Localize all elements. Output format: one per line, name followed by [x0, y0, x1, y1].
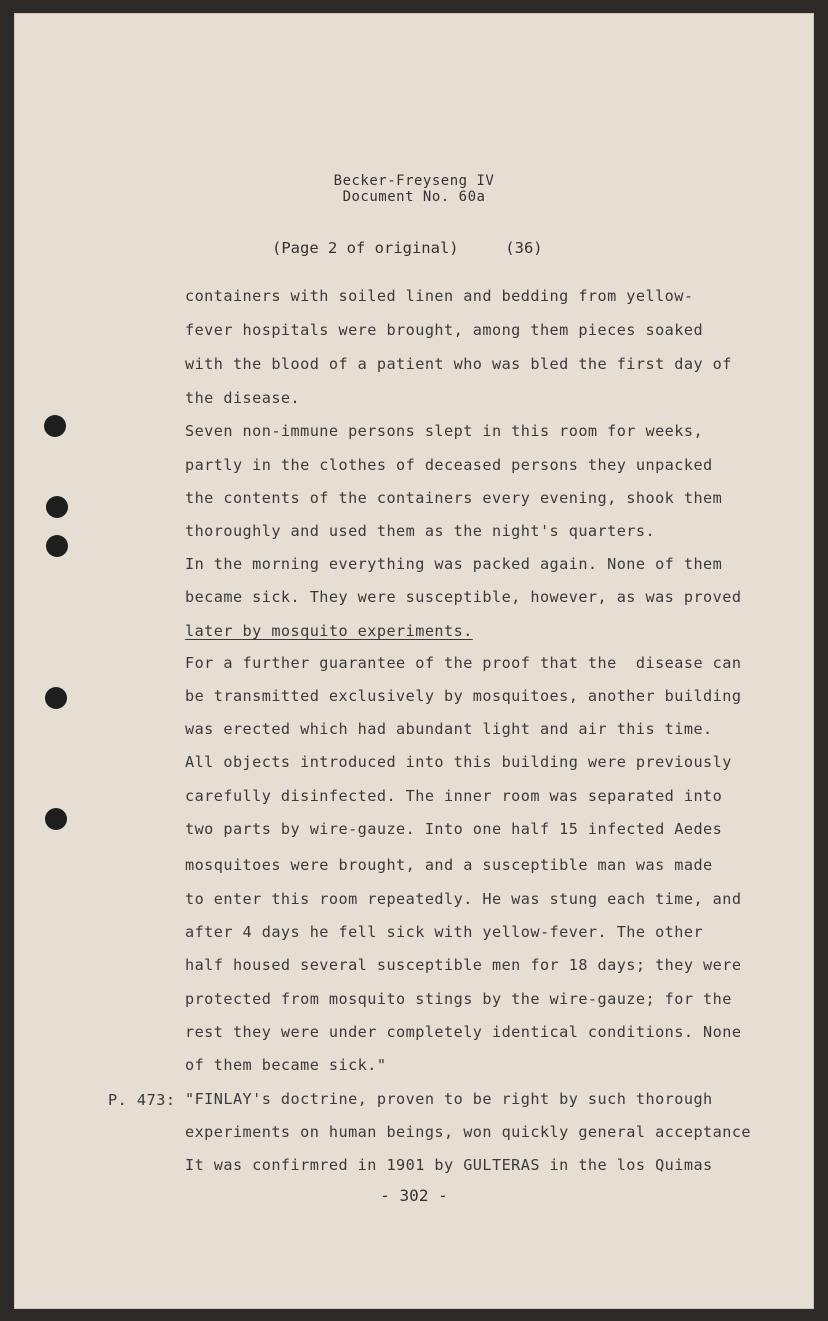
text-line: It was confirmred in 1901 by GULTERAS in the los Quimas — [185, 1156, 713, 1174]
text-line: of them became sick." — [185, 1056, 387, 1074]
margin-reference: P. 473: — [108, 1091, 176, 1109]
text-line: after 4 days he fell sick with yellow-fever. The other — [185, 923, 704, 941]
text-line: containers with soiled linen and bedding from yellow- — [185, 287, 694, 305]
text-line: the contents of the containers every evening, shook them — [185, 489, 723, 507]
text-line-underlined: later by mosquito experiments. — [185, 622, 473, 640]
text-line: fever hospitals were brought, among them pieces soaked — [185, 321, 704, 339]
text-line: In the morning everything was packed again. None of them — [185, 555, 723, 573]
text-line: the disease. — [185, 389, 301, 407]
text-line: experiments on human beings, won quickly general acceptance — [185, 1123, 752, 1141]
text-line: All objects introduced into this building were previously — [185, 753, 732, 771]
text-line: to enter this room repeatedly. He was stung each time, and — [185, 890, 742, 908]
document-number: Document No. 60a — [342, 189, 486, 205]
page-note: (Page 2 of original) (36) — [272, 239, 543, 257]
text-line: partly in the clothes of deceased persons they unpacked — [185, 456, 713, 474]
text-line: two parts by wire-gauze. Into one half 15 infected Aedes — [185, 820, 723, 838]
text-line: thoroughly and used them as the night's quarters. — [185, 522, 656, 540]
punch-hole — [45, 808, 67, 830]
text-line: half housed several susceptible men for 18 days; they were — [185, 956, 742, 974]
punch-hole — [46, 496, 68, 518]
text-line: protected from mosquito stings by the wire-gauze; for the — [185, 990, 732, 1008]
page-number: - 302 - — [380, 1186, 448, 1205]
text-line: was erected which had abundant light and air this time. — [185, 720, 713, 738]
text-line: For a further guarantee of the proof that the disease can — [185, 654, 742, 672]
punch-hole — [44, 415, 66, 437]
text-line: mosquitoes were brought, and a susceptible man was made — [185, 856, 713, 874]
document-page — [14, 13, 814, 1309]
text-line: "FINLAY's doctrine, proven to be right by such thorough — [185, 1090, 713, 1108]
punch-hole — [45, 687, 67, 709]
text-line: with the blood of a patient who was bled the first day of — [185, 355, 732, 373]
text-line: be transmitted exclusively by mosquitoes, another building — [185, 687, 742, 705]
punch-hole — [46, 535, 68, 557]
text-line: became sick. They were susceptible, however, as was proved — [185, 588, 742, 606]
text-line: rest they were under completely identical conditions. None — [185, 1023, 742, 1041]
text-line: Seven non-immune persons slept in this room for weeks, — [185, 422, 704, 440]
document-series: Becker-Freyseng IV — [333, 173, 495, 189]
text-line: carefully disinfected. The inner room was separated into — [185, 787, 723, 805]
